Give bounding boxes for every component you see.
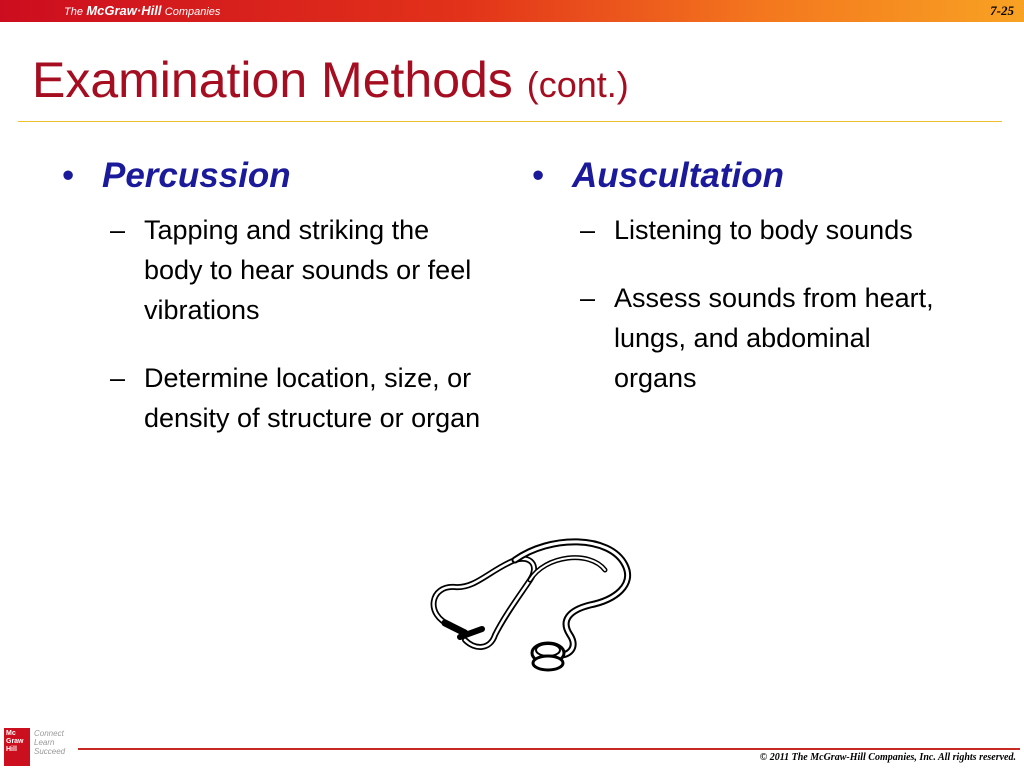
tagline-line: Succeed	[34, 747, 66, 756]
footer-divider	[78, 748, 1020, 750]
bullet-icon: •	[62, 156, 75, 195]
tagline-line: Connect	[34, 729, 64, 738]
stethoscope-icon	[420, 525, 640, 690]
copyright-notice: © 2011 The McGraw-Hill Companies, Inc. All rights reserved.	[759, 752, 1016, 763]
bullet-percussion	[62, 152, 482, 200]
top-banner	[0, 0, 1024, 22]
logo-line: Hill	[6, 746, 17, 753]
brand-name: McGraw·Hill	[86, 3, 162, 18]
tagline-line: Learn	[34, 738, 55, 747]
bullet-heading: Percussion	[102, 156, 291, 195]
bullet-auscultation	[532, 152, 952, 200]
slide-title	[32, 50, 629, 115]
dash-icon: –	[110, 363, 126, 393]
bullet-icon: •	[532, 156, 545, 195]
logo-line: Mc	[6, 730, 16, 737]
left-column	[62, 152, 482, 438]
title-sub: (cont.)	[526, 64, 629, 105]
brand-the: The	[64, 6, 83, 18]
slide-number: 7-25	[990, 3, 1014, 18]
sub-item-text: Determine location, size, or density of structure or organ	[144, 363, 481, 433]
dash-icon: –	[580, 215, 596, 245]
bullet-heading: Auscultation	[572, 156, 784, 195]
sub-item-text: Tapping and striking the body to hear sounds or feel vibrations	[144, 215, 472, 325]
sub-item	[110, 210, 482, 330]
dash-icon: –	[580, 283, 596, 313]
sub-item	[110, 358, 482, 438]
brand-companies: Companies	[164, 6, 221, 18]
logo-line: Graw	[6, 738, 24, 745]
sub-item	[580, 278, 952, 398]
logo-tagline	[34, 729, 65, 756]
sub-item	[580, 210, 952, 250]
title-main: Examination Methods	[32, 52, 513, 108]
sub-item-text: Listening to body sounds	[614, 215, 913, 245]
brand-logo	[64, 3, 220, 20]
dash-icon: –	[110, 215, 126, 245]
right-column	[532, 152, 952, 398]
title-divider	[18, 121, 1002, 122]
mcgraw-hill-logo	[4, 728, 30, 766]
sub-item-text: Assess sounds from heart, lungs, and abdominal organs	[614, 283, 934, 393]
